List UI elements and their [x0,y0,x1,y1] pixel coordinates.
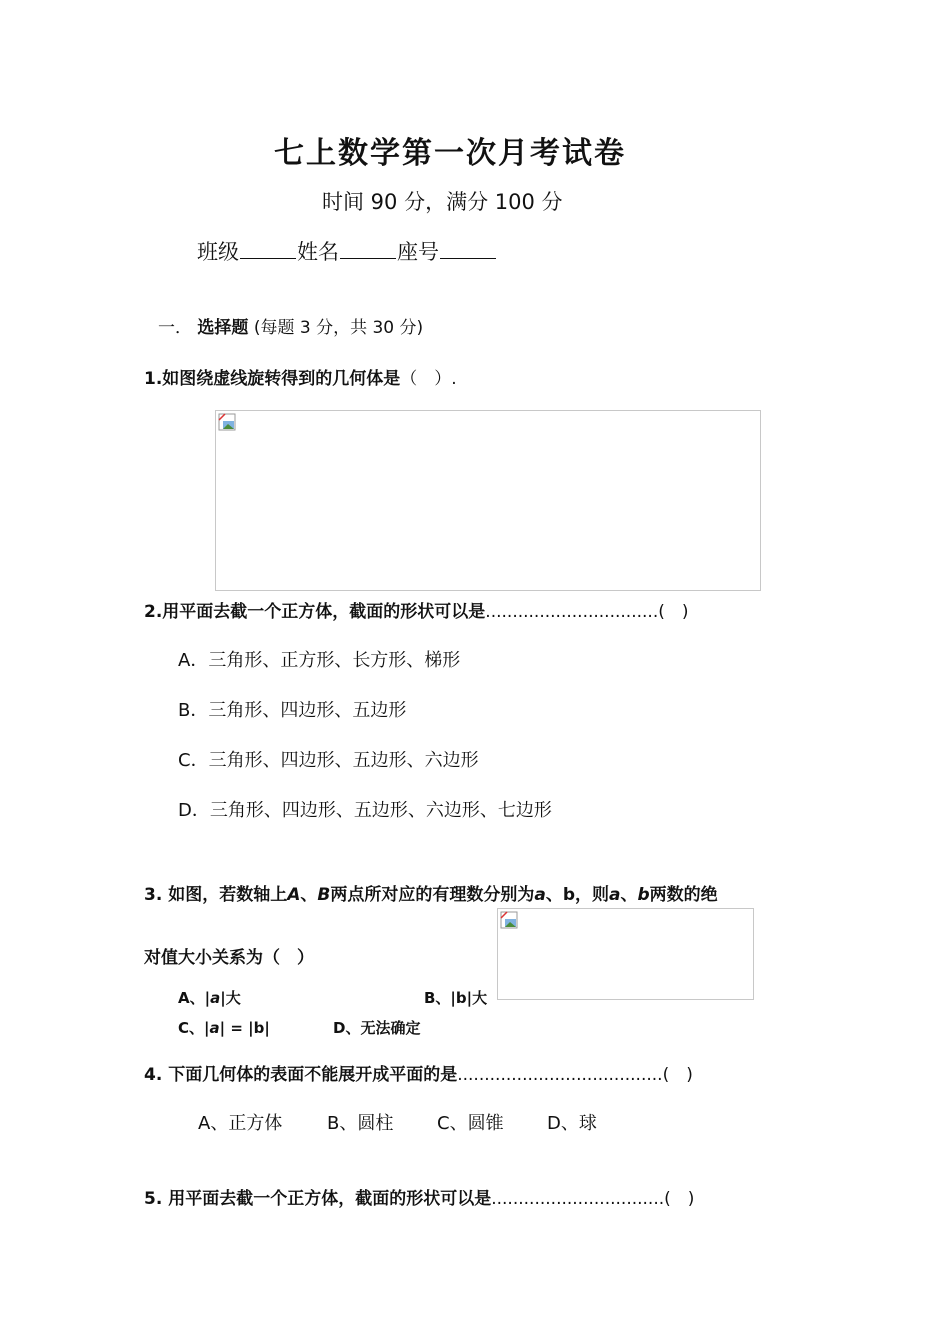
question-2-option-c[interactable]: C．三角形、四边形、五边形、六边形 [178,750,479,771]
question-4-option-d[interactable]: D、球 [547,1113,597,1134]
section-heading [158,313,423,338]
question-3-option-b[interactable]: B、|b|大 [424,989,488,1007]
question-4-option-b[interactable]: B、圆柱 [327,1113,394,1134]
question-3-option-a[interactable] [178,987,241,1008]
section-title: 选择题 [197,318,249,338]
question-3-text-4: 两数的绝 [649,885,718,905]
question-2-option-d[interactable]: D．三角形、四边形、五边形、六边形、七边形 [178,800,552,821]
question-1-text: 1.如图绕虚线旋转得到的几何体是 [144,369,401,389]
point-b-label: B [317,885,331,905]
question-4-dots: ......................................( ) [457,1065,693,1085]
seat-label: 座号 [397,240,439,264]
question-3-line-2: 对值大小关系为（ ） [144,948,314,968]
number-line-figure [497,908,754,1000]
seat-blank[interactable] [440,240,496,259]
option-text: C、| [178,1019,210,1037]
var-a: a [609,885,621,905]
class-blank[interactable] [240,240,296,259]
var-a: a [209,1019,220,1037]
question-5 [144,1184,694,1209]
student-info-line [197,236,497,266]
question-3-text-2: 两点所对应的有理数分别为 [330,885,535,905]
question-2-option-b[interactable]: B．三角形、四边形、五边形 [178,700,407,721]
question-3-text-1: 3. 如图，若数轴上 [144,885,288,905]
question-1-paren: （ ）. [400,369,457,389]
question-5-dots: ................................( ) [491,1189,695,1209]
question-1-figure [215,410,761,591]
question-3-text-3: 、b，则 [545,885,610,905]
page-title: 七上数学第一次月考试卷 [274,136,626,171]
question-4-text: 4. 下面几何体的表面不能展开成平面的是 [144,1065,458,1085]
point-a-label: A [287,885,301,905]
question-2 [144,597,688,622]
question-3-option-c[interactable] [178,1017,270,1038]
exam-subtitle: 时间 90 分，满分 100 分 [322,190,563,214]
broken-image-icon [500,911,518,929]
var-b: b [637,885,650,905]
question-3-option-d[interactable]: D、无法确定 [333,1019,421,1037]
separator: 、 [300,885,318,905]
question-3-line-1 [144,880,718,905]
question-2-text: 2.用平面去截一个正方体，截面的形状可以是 [144,602,486,622]
option-text: A、| [178,989,211,1007]
class-label: 班级 [197,240,239,264]
name-label: 姓名 [297,240,339,264]
separator: 、 [620,885,638,905]
question-2-option-a[interactable]: A．三角形、正方形、长方形、梯形 [178,650,461,671]
question-2-dots: ................................( ) [485,602,689,622]
option-text: |大 [220,989,241,1007]
var-a: a [210,989,221,1007]
option-text: | = |b| [219,1019,270,1037]
question-4-option-c[interactable]: C、圆锥 [437,1113,504,1134]
name-blank[interactable] [340,240,396,259]
question-4-option-a[interactable]: A、正方体 [198,1113,283,1134]
var-a: a [534,885,546,905]
section-number: 一． [158,318,192,338]
broken-image-icon [218,413,236,431]
section-note: (每题 3 分，共 30 分) [253,318,424,338]
question-4 [144,1060,693,1085]
question-5-text: 5. 用平面去截一个正方体，截面的形状可以是 [144,1189,492,1209]
question-1 [144,364,457,389]
